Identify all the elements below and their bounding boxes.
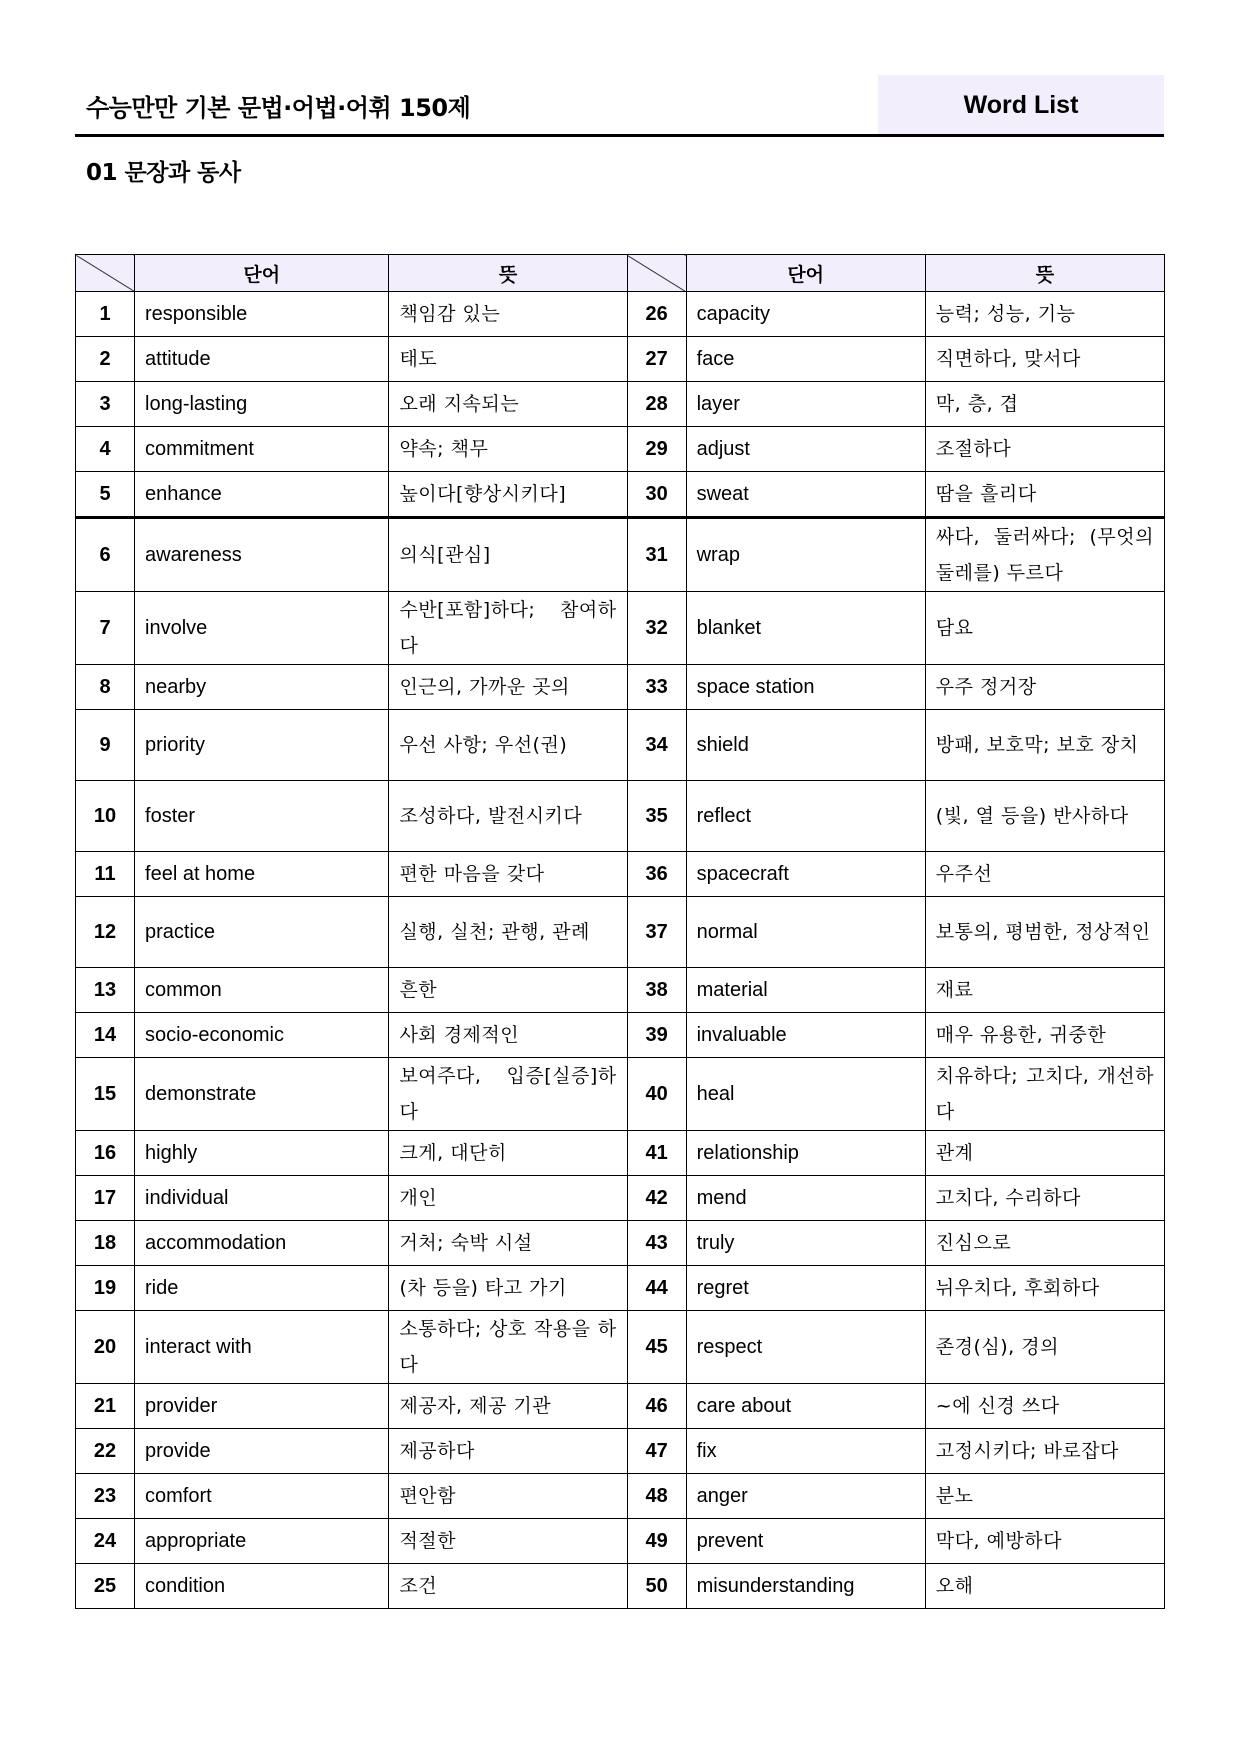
table-header-row: [76, 255, 1165, 292]
english-word: attitude: [135, 337, 389, 382]
word-number: 42: [627, 1176, 686, 1221]
english-word: mend: [686, 1176, 925, 1221]
korean-meaning: 고정시키다; 바로잡다: [925, 1429, 1164, 1474]
english-word: wrap: [686, 518, 925, 592]
word-number: 45: [627, 1311, 686, 1384]
word-number: 16: [76, 1131, 135, 1176]
english-word: layer: [686, 382, 925, 427]
word-number: 14: [76, 1013, 135, 1058]
english-word: condition: [135, 1564, 389, 1609]
korean-meaning: 진심으로: [925, 1221, 1164, 1266]
table-row: [76, 1564, 1165, 1609]
word-number: 10: [76, 781, 135, 852]
korean-meaning: 관계: [925, 1131, 1164, 1176]
korean-meaning: (차 등을) 타고 가기: [389, 1266, 627, 1311]
section-title: 01 문장과 동사: [86, 160, 241, 186]
korean-meaning: 오해: [925, 1564, 1164, 1609]
word-number: 48: [627, 1474, 686, 1519]
column-header-word: 단어: [135, 255, 389, 292]
english-word: accommodation: [135, 1221, 389, 1266]
english-word: provider: [135, 1384, 389, 1429]
english-word: practice: [135, 897, 389, 968]
table-row: [76, 1058, 1165, 1131]
word-number: 50: [627, 1564, 686, 1609]
table-row: [76, 292, 1165, 337]
word-number: 34: [627, 710, 686, 781]
table-row: [76, 427, 1165, 472]
korean-meaning: 흔한: [389, 968, 627, 1013]
korean-meaning: 편한 마음을 갖다: [389, 852, 627, 897]
table-row: [76, 1131, 1165, 1176]
english-word: appropriate: [135, 1519, 389, 1564]
word-number: 41: [627, 1131, 686, 1176]
korean-meaning: 재료: [925, 968, 1164, 1013]
korean-meaning: 싸다, 둘러싸다; (무엇의 둘레를) 두르다: [925, 518, 1164, 592]
korean-meaning: 오래 지속되는: [389, 382, 627, 427]
english-word: shield: [686, 710, 925, 781]
korean-meaning: (빛, 열 등을) 반사하다: [925, 781, 1164, 852]
korean-meaning: 인근의, 가까운 곳의: [389, 665, 627, 710]
english-word: common: [135, 968, 389, 1013]
korean-meaning: 방패, 보호막; 보호 장치: [925, 710, 1164, 781]
korean-meaning: 높이다[향상시키다]: [389, 472, 627, 518]
english-word: care about: [686, 1384, 925, 1429]
korean-meaning: 조성하다, 발전시키다: [389, 781, 627, 852]
korean-meaning: 책임감 있는: [389, 292, 627, 337]
word-number: 9: [76, 710, 135, 781]
korean-meaning: 보여주다, 입증[실증]하다: [389, 1058, 627, 1131]
table-row: [76, 1474, 1165, 1519]
table-row: [76, 337, 1165, 382]
diagonal-corner-cell: [627, 255, 686, 292]
korean-meaning: 분노: [925, 1474, 1164, 1519]
korean-meaning: 우주 정거장: [925, 665, 1164, 710]
korean-meaning: 크게, 대단히: [389, 1131, 627, 1176]
english-word: invaluable: [686, 1013, 925, 1058]
table-row: [76, 518, 1165, 592]
word-number: 38: [627, 968, 686, 1013]
word-list-badge: Word List: [878, 75, 1164, 135]
table-row: [76, 1384, 1165, 1429]
english-word: normal: [686, 897, 925, 968]
korean-meaning: 실행, 실천; 관행, 관례: [389, 897, 627, 968]
english-word: material: [686, 968, 925, 1013]
word-number: 2: [76, 337, 135, 382]
english-word: spacecraft: [686, 852, 925, 897]
english-word: truly: [686, 1221, 925, 1266]
korean-meaning: 사회 경제적인: [389, 1013, 627, 1058]
korean-meaning: 막, 층, 겹: [925, 382, 1164, 427]
word-number: 4: [76, 427, 135, 472]
word-number: 37: [627, 897, 686, 968]
english-word: misunderstanding: [686, 1564, 925, 1609]
word-number: 47: [627, 1429, 686, 1474]
word-number: 8: [76, 665, 135, 710]
word-number: 13: [76, 968, 135, 1013]
word-number: 49: [627, 1519, 686, 1564]
korean-meaning: 제공하다: [389, 1429, 627, 1474]
english-word: prevent: [686, 1519, 925, 1564]
english-word: respect: [686, 1311, 925, 1384]
korean-meaning: 매우 유용한, 귀중한: [925, 1013, 1164, 1058]
word-number: 24: [76, 1519, 135, 1564]
english-word: adjust: [686, 427, 925, 472]
korean-meaning: 우주선: [925, 852, 1164, 897]
word-number: 44: [627, 1266, 686, 1311]
word-number: 26: [627, 292, 686, 337]
korean-meaning: 담요: [925, 592, 1164, 665]
table-row: [76, 1311, 1165, 1384]
word-number: 1: [76, 292, 135, 337]
english-word: commitment: [135, 427, 389, 472]
korean-meaning: 소통하다; 상호 작용을 하다: [389, 1311, 627, 1384]
english-word: face: [686, 337, 925, 382]
word-number: 6: [76, 518, 135, 592]
column-header-meaning: 뜻: [925, 255, 1164, 292]
word-number: 30: [627, 472, 686, 518]
korean-meaning: 조절하다: [925, 427, 1164, 472]
english-word: awareness: [135, 518, 389, 592]
word-table: [75, 254, 1165, 1609]
english-word: heal: [686, 1058, 925, 1131]
korean-meaning: 거처; 숙박 시설: [389, 1221, 627, 1266]
word-number: 5: [76, 472, 135, 518]
korean-meaning: 능력; 성능, 기능: [925, 292, 1164, 337]
korean-meaning: 태도: [389, 337, 627, 382]
word-number: 11: [76, 852, 135, 897]
table-row: [76, 1429, 1165, 1474]
english-word: space station: [686, 665, 925, 710]
english-word: interact with: [135, 1311, 389, 1384]
word-number: 43: [627, 1221, 686, 1266]
english-word: nearby: [135, 665, 389, 710]
table-row: [76, 1221, 1165, 1266]
word-number: 7: [76, 592, 135, 665]
korean-meaning: 고치다, 수리하다: [925, 1176, 1164, 1221]
column-header-word: 단어: [686, 255, 925, 292]
word-number: 35: [627, 781, 686, 852]
header-divider: [75, 134, 1164, 137]
korean-meaning: 조건: [389, 1564, 627, 1609]
word-number: 18: [76, 1221, 135, 1266]
korean-meaning: 땀을 흘리다: [925, 472, 1164, 518]
korean-meaning: 치유하다; 고치다, 개선하다: [925, 1058, 1164, 1131]
table-row: [76, 897, 1165, 968]
korean-meaning: 수반[포함]하다; 참여하다: [389, 592, 627, 665]
english-word: socio-economic: [135, 1013, 389, 1058]
korean-meaning: 존경(심), 경의: [925, 1311, 1164, 1384]
english-word: capacity: [686, 292, 925, 337]
english-word: demonstrate: [135, 1058, 389, 1131]
page-title: 수능만만 기본 문법·어법·어휘 150제: [86, 94, 471, 122]
table-row: [76, 781, 1165, 852]
column-header-meaning: 뜻: [389, 255, 627, 292]
word-number: 12: [76, 897, 135, 968]
word-number: 28: [627, 382, 686, 427]
english-word: foster: [135, 781, 389, 852]
korean-meaning: 뉘우치다, 후회하다: [925, 1266, 1164, 1311]
english-word: reflect: [686, 781, 925, 852]
english-word: fix: [686, 1429, 925, 1474]
word-number: 23: [76, 1474, 135, 1519]
english-word: regret: [686, 1266, 925, 1311]
english-word: sweat: [686, 472, 925, 518]
word-number: 25: [76, 1564, 135, 1609]
word-number: 40: [627, 1058, 686, 1131]
word-number: 17: [76, 1176, 135, 1221]
word-number: 46: [627, 1384, 686, 1429]
table-row: [76, 592, 1165, 665]
english-word: priority: [135, 710, 389, 781]
table-row: [76, 1013, 1165, 1058]
word-number: 29: [627, 427, 686, 472]
korean-meaning: 우선 사항; 우선(권): [389, 710, 627, 781]
korean-meaning: 막다, 예방하다: [925, 1519, 1164, 1564]
english-word: provide: [135, 1429, 389, 1474]
korean-meaning: 의식[관심]: [389, 518, 627, 592]
english-word: involve: [135, 592, 389, 665]
english-word: blanket: [686, 592, 925, 665]
word-number: 19: [76, 1266, 135, 1311]
word-number: 31: [627, 518, 686, 592]
diagonal-corner-cell: [76, 255, 135, 292]
korean-meaning: 적절한: [389, 1519, 627, 1564]
korean-meaning: ~에 신경 쓰다: [925, 1384, 1164, 1429]
word-number: 3: [76, 382, 135, 427]
korean-meaning: 약속; 책무: [389, 427, 627, 472]
table-row: [76, 1266, 1165, 1311]
word-number: 22: [76, 1429, 135, 1474]
english-word: responsible: [135, 292, 389, 337]
word-number: 27: [627, 337, 686, 382]
english-word: enhance: [135, 472, 389, 518]
table-row: [76, 710, 1165, 781]
table-row: [76, 852, 1165, 897]
table-row: [76, 665, 1165, 710]
korean-meaning: 개인: [389, 1176, 627, 1221]
english-word: anger: [686, 1474, 925, 1519]
english-word: relationship: [686, 1131, 925, 1176]
table-row: [76, 968, 1165, 1013]
english-word: feel at home: [135, 852, 389, 897]
word-number: 20: [76, 1311, 135, 1384]
korean-meaning: 제공자, 제공 기관: [389, 1384, 627, 1429]
korean-meaning: 직면하다, 맞서다: [925, 337, 1164, 382]
word-number: 36: [627, 852, 686, 897]
english-word: long-lasting: [135, 382, 389, 427]
word-number: 33: [627, 665, 686, 710]
english-word: highly: [135, 1131, 389, 1176]
english-word: comfort: [135, 1474, 389, 1519]
table-row: [76, 1519, 1165, 1564]
table-row: [76, 1176, 1165, 1221]
word-number: 32: [627, 592, 686, 665]
english-word: ride: [135, 1266, 389, 1311]
korean-meaning: 보통의, 평범한, 정상적인: [925, 897, 1164, 968]
word-number: 15: [76, 1058, 135, 1131]
word-number: 39: [627, 1013, 686, 1058]
word-number: 21: [76, 1384, 135, 1429]
table-row: [76, 472, 1165, 518]
table-row: [76, 382, 1165, 427]
english-word: individual: [135, 1176, 389, 1221]
korean-meaning: 편안함: [389, 1474, 627, 1519]
